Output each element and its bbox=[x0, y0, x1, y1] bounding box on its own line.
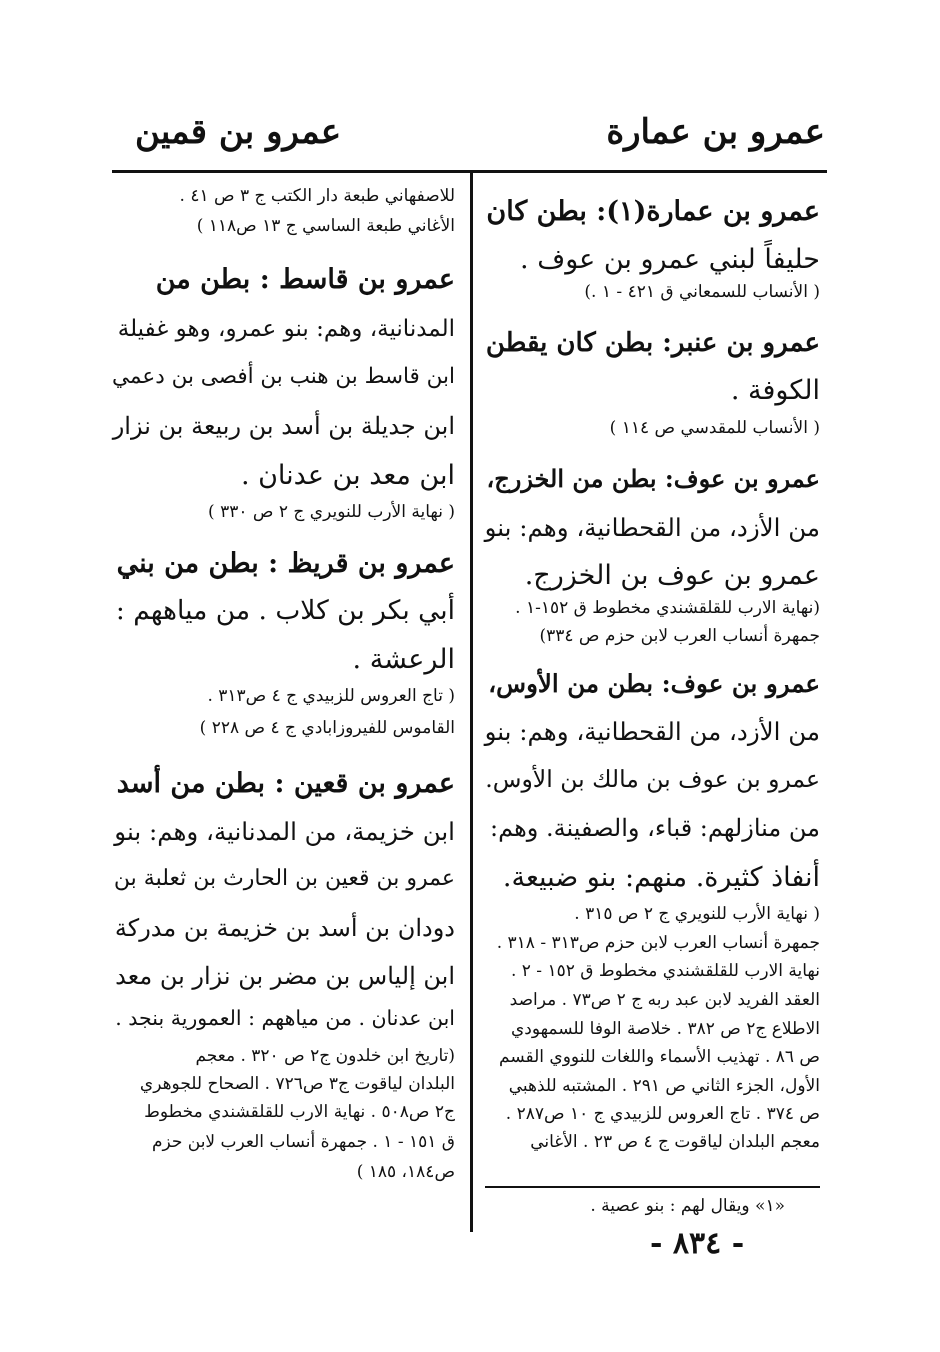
source-citation: جمهرة أنساب العرب لابن حزم ص ٣٣٤) bbox=[539, 626, 820, 646]
entry-text: الرعشة . bbox=[352, 644, 455, 675]
source-citation: القاموس للفيروزابادي ج ٤ ص ٢٢٨ ) bbox=[199, 718, 455, 738]
entry-heading: عمرو بن عنبر: بطن كان يقطن bbox=[485, 328, 820, 358]
entry-heading: عمرو بن قريظ : بطن من بني bbox=[116, 548, 455, 579]
source-citation: ( الأنساب للمقدسي ص ١١٤ ) bbox=[609, 418, 820, 438]
entry-text: أنفاذ كثيرة. منهم: بنو ضبيعة. bbox=[502, 862, 820, 893]
entry-text: عمرو بن قعين بن الحارث بن ثعلبة بن bbox=[113, 866, 455, 891]
source-citation: ( تاج العروس للزبيدي ج ٤ ص٣١٣ . bbox=[207, 686, 455, 706]
entry-text: عمرو بن عوف بن مالك بن الأوس. bbox=[485, 765, 820, 793]
source-citation: ج٢ ص٥٠٨ . نهاية الارب للقلقشندي مخطوط bbox=[144, 1102, 455, 1122]
entry-text: أبي بكر بن كلاب . من مياههم : bbox=[115, 595, 455, 626]
running-head-right: عمرو بن عمارة bbox=[606, 112, 825, 152]
source-citation: للاصفهاني طبعة دار الكتب ج ٣ ص ٤١ . bbox=[179, 186, 455, 206]
entry-text: ابن إلياس بن مضر بن نزار بن معد bbox=[115, 962, 455, 990]
entry-text: من الأزد، من القحطانية، وهم: بنو bbox=[484, 513, 820, 542]
entry-text: الكوفة . bbox=[730, 375, 820, 406]
source-citation: ( الأنساب للسمعاني ق ٤٢١ - ١ .) bbox=[584, 282, 820, 302]
source-citation: العقد الفريد لابن عبد ربه ج ٢ ص٧٣ . مراصد bbox=[509, 990, 820, 1010]
footnote-rule bbox=[485, 1186, 820, 1188]
entry-text: ابن قاسط بن هنب بن أفصى بن دعمي bbox=[112, 364, 455, 389]
source-citation: جمهرة أنساب العرب لابن حزم ص٣١٣ - ٣١٨ . bbox=[496, 933, 820, 953]
entry-text: المدنانية، وهم: بنو عمرو، وهو غفيلة bbox=[117, 316, 455, 342]
entry-text: ابن عدنان . من مياههم : العمورية بنجد . bbox=[115, 1006, 455, 1030]
page-number: - ٨٣٤ - bbox=[650, 1226, 745, 1261]
entry-text: عمرو بن عوف بن الخزرج. bbox=[524, 560, 820, 591]
source-citation: الاطلاع ج٢ ص ٣٨٢ . خلاصة الوفا للسمهودي bbox=[510, 1019, 820, 1039]
entry-heading: عمرو بن عوف: بطن من الخزرج، bbox=[486, 464, 820, 493]
source-citation: معجم البلدان لياقوت ج ٤ ص ٢٣ . الأغاني bbox=[530, 1132, 820, 1152]
source-citation: ص١٨٤، ١٨٥ ) bbox=[356, 1162, 455, 1182]
entry-text: ابن جديلة بن أسد بن ربيعة بن نزار bbox=[112, 412, 455, 440]
running-head-left: عمرو بن قمين bbox=[135, 112, 342, 152]
footnote: «١» ويقال لهم : بنو عصية . bbox=[590, 1196, 785, 1216]
entry-text: حليفاً لبني عمرو بن عوف . bbox=[520, 244, 820, 275]
source-citation: نهاية الارب للقلقشندي مخطوط ق ١٥٢ - ٢ . bbox=[510, 961, 820, 981]
entry-text: دودان بن أسد بن خزيمة بن مدركة bbox=[114, 914, 455, 942]
entry-heading: عمرو بن قعين : بطن من أسد bbox=[116, 768, 455, 799]
source-citation: الأول، الجزء الثاني ص ٢٩١ . المشتبه للذهبي bbox=[508, 1076, 820, 1096]
entry-heading: عمرو بن قاسط : بطن من bbox=[155, 264, 455, 295]
source-citation: البلدان لياقوت ج٣ ص٧٢٦ . الصحاح للجوهري bbox=[139, 1074, 455, 1094]
source-citation: (تاريخ ابن خلدون ج٢ ص ٣٢٠ . معجم bbox=[195, 1046, 455, 1066]
source-citation: ص ٣٧٤ . تاج العروس للزبيدي ج ١٠ ص٢٨٧ . bbox=[505, 1104, 820, 1124]
source-citation: ق ١٥١ - ١ . جمهرة أنساب العرب لابن حزم bbox=[151, 1132, 455, 1152]
entry-heading: عمرو بن عوف: بطن من الأوس، bbox=[488, 669, 820, 698]
entry-text: من الأزد، من القحطانية، وهم: بنو bbox=[484, 717, 820, 746]
source-citation: ص ٨٦ . تهذيب الأسماء واللغات للنووي القسم bbox=[499, 1047, 820, 1067]
source-citation: الأغاني طبعة الساسي ج ١٣ ص١١٨ ) bbox=[196, 216, 455, 236]
entry-text: من منازلهم: قباء، والصفينة. وهم: bbox=[490, 814, 820, 842]
source-citation: (نهاية الارب للقلقشندي مخطوط ق ١٥٢-١ . bbox=[515, 598, 820, 618]
entry-text: ابن خزيمة، من المدنانية، وهم: بنو bbox=[114, 817, 455, 846]
source-citation: ( نهاية الأرب للنويري ج ٢ ص ٣١٥ . bbox=[574, 904, 820, 924]
entry-heading: عمرو بن عمارة(١): بطن كان bbox=[486, 196, 820, 227]
source-citation: ( نهاية الأرب للنويري ج ٢ ص ٣٣٠ ) bbox=[208, 502, 455, 522]
column-divider bbox=[470, 172, 473, 1232]
entry-text: ابن معد بن عدنان . bbox=[240, 460, 455, 491]
